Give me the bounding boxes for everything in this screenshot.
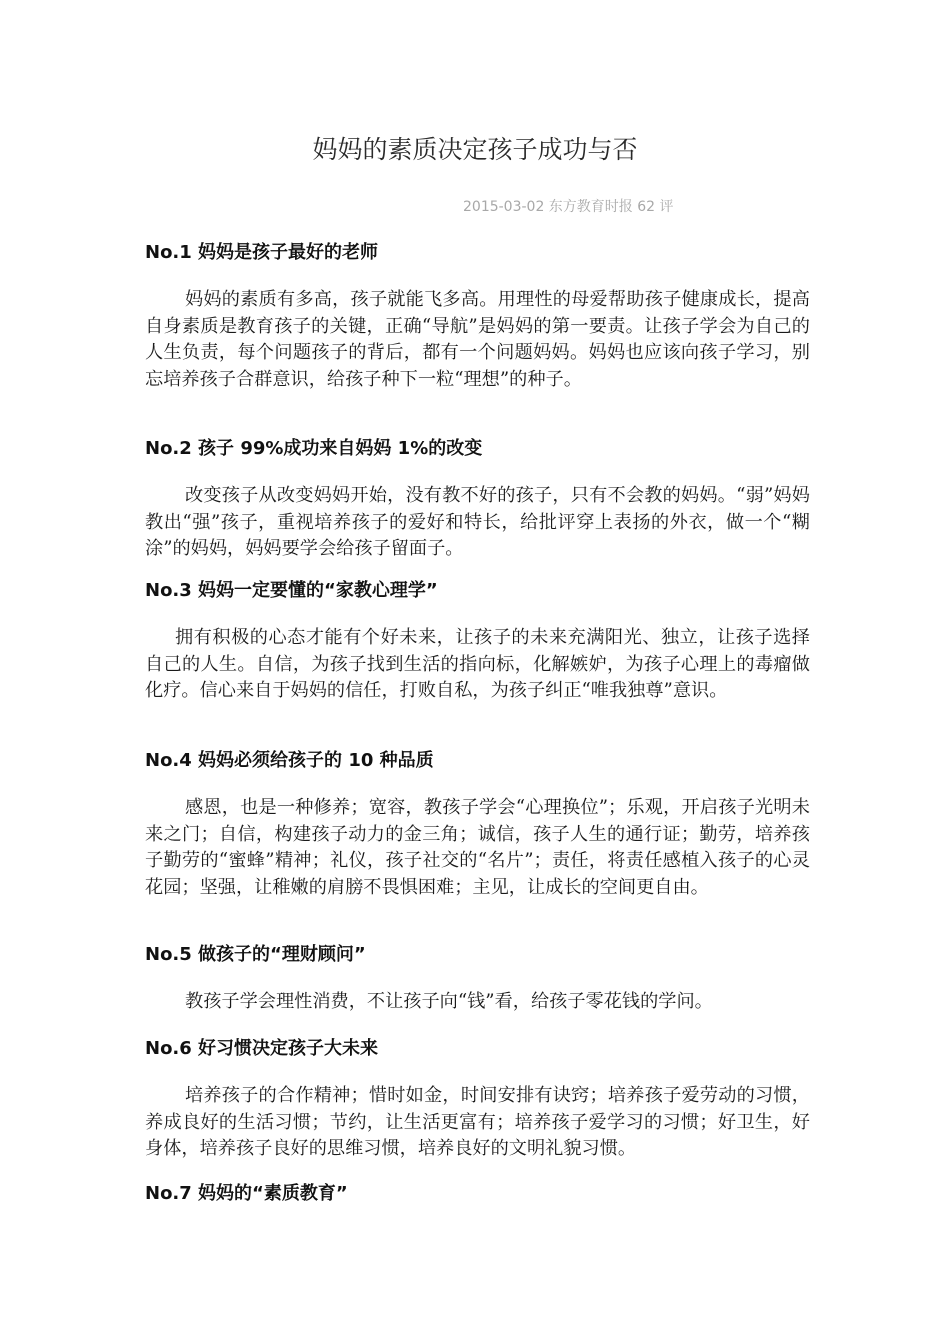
section-heading: No.5 做孩子的“理财顾问”: [145, 944, 366, 965]
section-heading: No.4 妈妈必须给孩子的 10 种品质: [145, 750, 434, 771]
article-title: 妈妈的素质决定孩子成功与否: [312, 135, 638, 164]
section-heading: No.7 妈妈的“素质教育”: [145, 1183, 348, 1204]
section-body: 拥有积极的心态才能有个好未来，让孩子的未来充满阳光、独立，让孩子选择自己的人生。自信，为孩子找到生活的指向标，化解嫉妒，为孩子心理上的毒瘤做化疗。信心来自于妈妈的信任，打败自私，为孩子纠正“唯我独尊”意识。: [145, 627, 810, 701]
section-1: [145, 240, 810, 393]
section-body: 教孩子学会理性消费，不让孩子向“钱”看，给孩子零花钱的学问。: [185, 991, 713, 1012]
article-meta: 2015-03-02 东方教育时报 62 评: [463, 199, 674, 215]
section-heading: No.3 妈妈一定要懂的“家教心理学”: [145, 580, 438, 601]
section-5: [145, 942, 810, 1016]
section-2: [145, 436, 810, 563]
section-3: [145, 578, 810, 705]
section-heading: No.2 孩子 99%成功来自妈妈 1%的改变: [145, 438, 483, 459]
section-heading: No.6 好习惯决定孩子大未来: [145, 1038, 379, 1059]
section-7: [145, 1181, 810, 1207]
section-body: 感恩，也是一种修养；宽容，教孩子学会“心理换位”；乐观，开启孩子光明未来之门；自信，构建孩子动力的金三角；诚信，孩子人生的通行证；勤劳，培养孩 子勤劳的“蜜蜂”精神；礼仪，孩子社交的“名片”；责任，将责任感植入孩子的心灵花园；坚强，让稚嫩的肩膀不畏惧困难；主见，让成长的空间更自由。: [145, 797, 810, 898]
section-body: 改变孩子从改变妈妈开始，没有教不好的孩子，只有不会教的妈妈。“弱”妈妈教出“强”孩子，重视培养孩子的爱好和特长，给批评穿上表扬的外衣，做一个“糊涂”的妈妈，妈妈要学会给孩子留面子。: [145, 485, 810, 559]
section-4: [145, 748, 810, 901]
section-6: [145, 1036, 810, 1163]
section-body: 培养孩子的合作精神；惜时如金，时间安排有诀窍；培养孩子爱劳动的习惯，养成良好的生活习惯；节约，让生活更富有；培养孩子爱学习的习惯；好卫生，好身体，培养孩子良好的思维习惯，培养良好的文明礼貌习惯。: [145, 1085, 810, 1159]
section-body: 妈妈的素质有多高，孩子就能飞多高。用理性的母爱帮助孩子健康成长，提高自身素质是教育孩子的关键，正确“导航”是妈妈的第一要责。让孩子学会为自己的 人生负责，每个问题孩子的背后，都有一个问题妈妈。妈妈也应该向孩子学习，别忘培养孩子合群意识，给孩子种下一粒“理想”的种子。: [145, 289, 810, 390]
section-heading: No.1 妈妈是孩子最好的老师: [145, 242, 379, 263]
